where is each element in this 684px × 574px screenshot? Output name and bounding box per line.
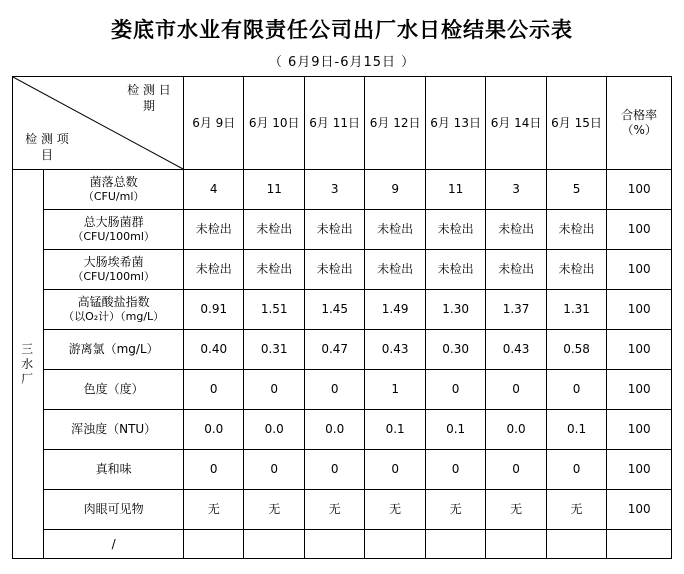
table-header-row xyxy=(13,77,672,170)
header-day-1: 6月 9日 xyxy=(184,77,244,170)
cell-0-0: 4 xyxy=(184,170,244,210)
row-label-4 xyxy=(44,330,184,370)
cell-4-4: 0.30 xyxy=(425,330,485,370)
rate-0: 100 xyxy=(607,170,672,210)
cell-0-2: 3 xyxy=(304,170,364,210)
cell-2-6: 未检出 xyxy=(546,250,606,290)
header-pass-rate: 合格率（%） xyxy=(607,77,672,170)
cell-3-3: 1.49 xyxy=(365,290,425,330)
cell-9-3 xyxy=(365,530,425,559)
cell-2-4: 未检出 xyxy=(425,250,485,290)
cell-1-1: 未检出 xyxy=(244,210,304,250)
table-row xyxy=(13,290,672,330)
cell-8-6: 无 xyxy=(546,490,606,530)
header-day-6: 6月 14日 xyxy=(486,77,546,170)
row-name-7: 真和味 xyxy=(95,462,132,477)
cell-8-0: 无 xyxy=(184,490,244,530)
row-label-1 xyxy=(44,210,184,250)
cell-3-5: 1.37 xyxy=(486,290,546,330)
table-row xyxy=(13,330,672,370)
cell-6-0: 0.0 xyxy=(184,410,244,450)
cell-7-6: 0 xyxy=(546,450,606,490)
plant-label-cell: 三 水 厂 xyxy=(13,170,44,559)
row-label-5 xyxy=(44,370,184,410)
water-quality-table xyxy=(12,76,672,559)
cell-9-0 xyxy=(184,530,244,559)
cell-9-1 xyxy=(244,530,304,559)
cell-7-1: 0 xyxy=(244,450,304,490)
rate-8: 100 xyxy=(607,490,672,530)
cell-8-1: 无 xyxy=(244,490,304,530)
cell-6-1: 0.0 xyxy=(244,410,304,450)
page-subtitle: （ 6月9日-6月15日 ） xyxy=(268,55,416,71)
table-row xyxy=(13,210,672,250)
row-name-1: 总大肠菌群 xyxy=(83,215,144,230)
table-row xyxy=(13,530,672,559)
table-row xyxy=(13,410,672,450)
cell-7-5: 0 xyxy=(486,450,546,490)
cell-1-6: 未检出 xyxy=(546,210,606,250)
cell-6-4: 0.1 xyxy=(425,410,485,450)
cell-5-1: 0 xyxy=(244,370,304,410)
cell-8-2: 无 xyxy=(304,490,364,530)
header-day-2: 6月 10日 xyxy=(244,77,304,170)
row-name-6: 浑浊度（NTU） xyxy=(71,422,157,437)
cell-0-4: 11 xyxy=(425,170,485,210)
cell-6-5: 0.0 xyxy=(486,410,546,450)
cell-8-5: 无 xyxy=(486,490,546,530)
cell-5-3: 1 xyxy=(365,370,425,410)
cell-1-3: 未检出 xyxy=(365,210,425,250)
cell-3-6: 1.31 xyxy=(546,290,606,330)
cell-6-2: 0.0 xyxy=(304,410,364,450)
rate-3: 100 xyxy=(607,290,672,330)
header-day-5: 6月 13日 xyxy=(425,77,485,170)
row-label-8 xyxy=(44,490,184,530)
cell-4-5: 0.43 xyxy=(486,330,546,370)
cell-1-5: 未检出 xyxy=(486,210,546,250)
cell-3-4: 1.30 xyxy=(425,290,485,330)
header-day-4: 6月 12日 xyxy=(365,77,425,170)
cell-9-5 xyxy=(486,530,546,559)
row-label-7 xyxy=(44,450,184,490)
cell-4-2: 0.47 xyxy=(304,330,364,370)
cell-7-2: 0 xyxy=(304,450,364,490)
cell-3-2: 1.45 xyxy=(304,290,364,330)
row-unit-3: （以O₂计）（mg/L） xyxy=(63,310,165,324)
cell-4-3: 0.43 xyxy=(365,330,425,370)
row-name-3: 高锰酸盐指数 xyxy=(77,295,150,310)
row-name-0: 菌落总数 xyxy=(89,175,138,190)
row-label-6 xyxy=(44,410,184,450)
cell-9-6 xyxy=(546,530,606,559)
rate-6: 100 xyxy=(607,410,672,450)
row-label-9: / xyxy=(44,530,184,559)
rate-4: 100 xyxy=(607,330,672,370)
cell-0-5: 3 xyxy=(486,170,546,210)
cell-1-2: 未检出 xyxy=(304,210,364,250)
cell-2-3: 未检出 xyxy=(365,250,425,290)
header-day-7: 6月 15日 xyxy=(546,77,606,170)
cell-0-6: 5 xyxy=(546,170,606,210)
row-label-2 xyxy=(44,250,184,290)
header-item-label: 检 测 项 目 xyxy=(25,132,69,162)
page-title: 娄底市水业有限责任公司出厂水日检结果公示表 xyxy=(111,18,573,42)
cell-3-1: 1.51 xyxy=(244,290,304,330)
cell-9-4 xyxy=(425,530,485,559)
row-label-0 xyxy=(44,170,184,210)
cell-0-1: 11 xyxy=(244,170,304,210)
cell-2-1: 未检出 xyxy=(244,250,304,290)
cell-1-4: 未检出 xyxy=(425,210,485,250)
row-unit-1: （CFU/100ml） xyxy=(72,230,155,244)
cell-5-4: 0 xyxy=(425,370,485,410)
cell-7-3: 0 xyxy=(365,450,425,490)
cell-5-0: 0 xyxy=(184,370,244,410)
cell-4-0: 0.40 xyxy=(184,330,244,370)
row-name-5: 色度（度） xyxy=(83,382,144,397)
cell-6-6: 0.1 xyxy=(546,410,606,450)
cell-5-2: 0 xyxy=(304,370,364,410)
cell-2-5: 未检出 xyxy=(486,250,546,290)
row-unit-2: （CFU/100ml） xyxy=(72,270,155,284)
table-row xyxy=(13,250,672,290)
cell-5-5: 0 xyxy=(486,370,546,410)
table-row xyxy=(13,170,672,210)
rate-2: 100 xyxy=(607,250,672,290)
rate-5: 100 xyxy=(607,370,672,410)
header-day-3: 6月 11日 xyxy=(304,77,364,170)
row-label-3 xyxy=(44,290,184,330)
table-row xyxy=(13,450,672,490)
row-name-2: 大肠埃希菌 xyxy=(83,255,144,270)
cell-9-2 xyxy=(304,530,364,559)
cell-7-0: 0 xyxy=(184,450,244,490)
row-name-4: 游离氯（mg/L） xyxy=(68,342,159,357)
cell-7-4: 0 xyxy=(425,450,485,490)
cell-8-3: 无 xyxy=(365,490,425,530)
cell-6-3: 0.1 xyxy=(365,410,425,450)
cell-8-4: 无 xyxy=(425,490,485,530)
rate-9 xyxy=(607,530,672,559)
row-unit-0: （CFU/ml） xyxy=(82,190,145,204)
cell-5-6: 0 xyxy=(546,370,606,410)
header-date-label: 检 测 日 期 xyxy=(127,83,171,113)
cell-3-0: 0.91 xyxy=(184,290,244,330)
cell-0-3: 9 xyxy=(365,170,425,210)
cell-4-1: 0.31 xyxy=(244,330,304,370)
table-row xyxy=(13,490,672,530)
rate-1: 100 xyxy=(607,210,672,250)
cell-4-6: 0.58 xyxy=(546,330,606,370)
cell-1-0: 未检出 xyxy=(184,210,244,250)
header-corner-cell xyxy=(13,77,184,170)
row-name-8: 肉眼可见物 xyxy=(83,502,144,517)
table-row xyxy=(13,370,672,410)
cell-2-2: 未检出 xyxy=(304,250,364,290)
cell-2-0: 未检出 xyxy=(184,250,244,290)
rate-7: 100 xyxy=(607,450,672,490)
